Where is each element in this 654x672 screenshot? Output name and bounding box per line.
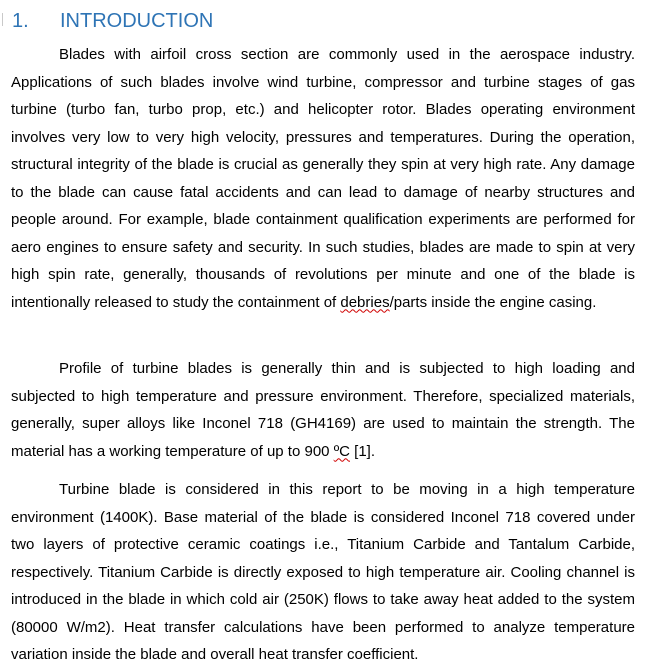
section-title: INTRODUCTION: [60, 10, 214, 32]
spellcheck-flagged-unit[interactable]: ºC: [333, 442, 350, 460]
left-margin-marker: [2, 13, 3, 26]
section-heading: [12, 8, 213, 34]
paragraph-2-tail: [1].: [350, 442, 376, 460]
intro-paragraph-1: [11, 41, 635, 316]
paragraph-1-tail: /parts inside the engine casing.: [389, 293, 597, 311]
spellcheck-flagged-word[interactable]: debries: [340, 293, 390, 311]
intro-paragraph-3: [11, 476, 635, 669]
paragraph-1-text: Blades with airfoil cross section are commonly used in the aerospace industry. Applications of such blades involve wind turbine, compressor and turbine stages of gas turbine (turbo fan, turbo prop, etc.) and helicopter rotor. Blades operating environment involves very low to very high velocity, pressures and temperatures. During the operation, structural integrity of the blade is crucial as generally they spin at very high rate. Any damage to the blade can cause fatal accidents and can lead to damage of nearby structures and people around. For example, blade containment qualification experiments are performed for aero engines to ensure safety and security. In such studies, blades are made to spin at very high spin rate, generally, thousands of revolutions per minute and one of the blade is intentionally released to study the containment of: [11, 46, 635, 311]
paragraph-2-text: Profile of turbine blades is generally thin and is subjected to high loading and subjected to high temperature and pressure environment. Therefore, specialized materials, generally, super alloys like Inconel 718 (GH4169) are used to maintain the strength. The material has a working temperature of up to 900: [11, 360, 635, 460]
paragraph-3-text: Turbine blade is considered in this report to be moving in a high temperature environment (1400K). Base material of the blade is considered Inconel 718 covered under two layers of protective ceramic coatings i.e., Titanium Carbide and Tantalum Carbide, respectively. Titanium Carbide is directly exposed to high temperature air. Cooling channel is introduced in the blade in which cold air (250K) flows to take away heat added to the system (80000 W/m2). Heat transfer calculations have been performed to analyze temperature variation inside the blade and overall heat transfer coefficient.: [11, 481, 635, 663]
section-number: 1.: [12, 10, 29, 32]
intro-paragraph-2: [11, 355, 635, 465]
